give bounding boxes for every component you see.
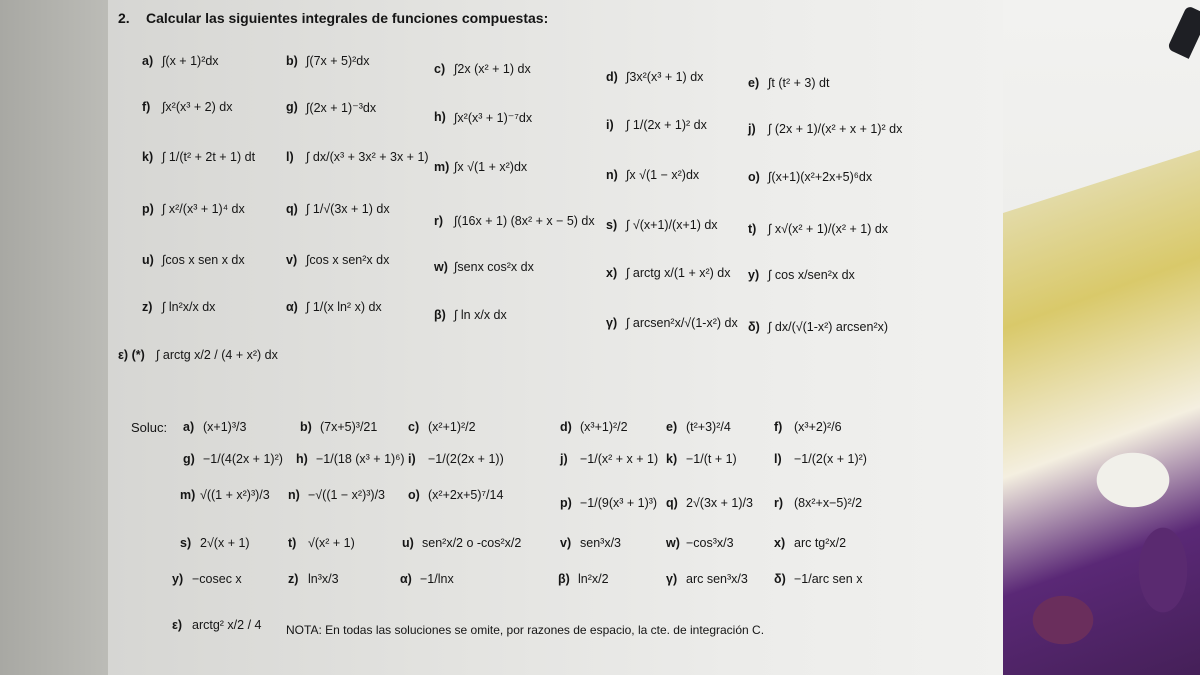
solution-label: o)	[408, 488, 420, 502]
exercise-label: z)	[142, 300, 153, 314]
exercise-label: s)	[606, 218, 618, 232]
exercise-expression: ∫x √(1 − x²)dx	[626, 168, 700, 182]
solution-label: q)	[666, 496, 678, 510]
exercise-label: α)	[286, 300, 298, 314]
exercise-label: w)	[434, 260, 448, 274]
solution-label: v)	[560, 536, 572, 550]
exercise-title: Calcular las siguientes integrales de funciones compuestas:	[146, 10, 549, 26]
exercise-label: g)	[286, 100, 298, 114]
exercise-label: u)	[142, 253, 154, 267]
solution-value: −1/(t + 1)	[686, 452, 737, 466]
solution-value: 2√(3x + 1)/3	[686, 496, 753, 510]
exercise-expression: ∫ dx/(x³ + 3x² + 3x + 1)	[306, 150, 429, 164]
solution-label: l)	[774, 452, 782, 466]
solution-label: e)	[666, 420, 678, 434]
exercise-label: f)	[142, 100, 151, 114]
desk-shadow	[0, 0, 110, 675]
solution-label: γ)	[666, 572, 678, 586]
solution-label: δ)	[774, 572, 786, 586]
exercise-expression: ∫cos x sen x dx	[162, 253, 245, 267]
exercise-label: c)	[434, 62, 446, 76]
solution-value: (x²+1)²/2	[428, 420, 476, 434]
solution-label: z)	[288, 572, 299, 586]
solution-label: c)	[408, 420, 420, 434]
solution-value: −1/(18 (x³ + 1)⁶)	[316, 452, 405, 466]
exercise-expression: ∫ √(x+1)/(x+1) dx	[626, 218, 718, 232]
exercise-expression: ∫ (2x + 1)/(x² + x + 1)² dx	[768, 122, 903, 136]
exercise-expression: ∫3x²(x³ + 1) dx	[626, 70, 704, 84]
solution-label: t)	[288, 536, 297, 550]
solution-label: b)	[300, 420, 312, 434]
solution-label: y)	[172, 572, 184, 586]
exercise-expression: ∫x √(1 + x²)dx	[454, 160, 528, 174]
exercise-label: o)	[748, 170, 760, 184]
exercise-expression: ∫ ln x/x dx	[454, 308, 507, 322]
exercise-expression: ∫ 1/(2x + 1)² dx	[626, 118, 707, 132]
exercise-expression: ∫x²(x³ + 2) dx	[162, 100, 233, 114]
exercise-label: p)	[142, 202, 154, 216]
exercise-label: β)	[434, 308, 446, 322]
solutions-prefix: Soluc:	[131, 420, 168, 435]
solution-label: j)	[560, 452, 568, 466]
solution-label: ε)	[172, 618, 183, 632]
exercise-label: a)	[142, 54, 154, 68]
exercise-expression: ∫ arctg x/(1 + x²) dx	[626, 266, 731, 280]
solution-label: a)	[183, 420, 195, 434]
exercise-number: 2.	[118, 10, 130, 26]
exercise-expression: ∫ 1/(t² + 2t + 1) dt	[162, 150, 256, 164]
solution-label: i)	[408, 452, 416, 466]
exercise-expression: ∫ arctg x/2 / (4 + x²) dx	[156, 348, 278, 362]
exercise-label: l)	[286, 150, 294, 164]
solution-value: −1/lnx	[420, 572, 454, 586]
solution-value: (x+1)³/3	[203, 420, 247, 434]
exercise-expression: ∫ cos x/sen²x dx	[768, 268, 855, 282]
exercise-expression: ∫ x²/(x³ + 1)⁴ dx	[162, 202, 245, 216]
solution-value: 2√(x + 1)	[200, 536, 250, 550]
solution-value: (x³+1)²/2	[580, 420, 628, 434]
exercise-label: q)	[286, 202, 298, 216]
solution-value: −1/(2(x + 1)²)	[794, 452, 867, 466]
solution-value: −1/(2(2x + 1))	[428, 452, 504, 466]
solution-value: −cosec x	[192, 572, 242, 586]
solution-label: s)	[180, 536, 192, 550]
solution-value: ln²x/2	[578, 572, 609, 586]
solution-label: u)	[402, 536, 414, 550]
solution-label: x)	[774, 536, 786, 550]
solution-value: arctg² x/2 / 4	[192, 618, 262, 632]
exercise-label: j)	[748, 122, 756, 136]
exercise-label: i)	[606, 118, 614, 132]
exercise-expression: ∫ ln²x/x dx	[162, 300, 216, 314]
solution-value: arc sen³x/3	[686, 572, 748, 586]
solution-value: −cos³x/3	[686, 536, 734, 550]
solution-value: arc tg²x/2	[794, 536, 847, 550]
exercise-expression: ∫2x (x² + 1) dx	[454, 62, 531, 76]
solution-value: −1/(9(x³ + 1)³)	[580, 496, 658, 510]
worksheet-page	[108, 0, 1003, 675]
exercise-expression: ∫ dx/(√(1-x²) arcsen²x)	[768, 320, 889, 334]
solution-value: ln³x/3	[308, 572, 339, 586]
exercise-expression: ∫senx cos²x dx	[454, 260, 534, 274]
solution-label: d)	[560, 420, 572, 434]
solution-value: −√((1 − x²)³)/3	[308, 488, 386, 502]
exercise-label: y)	[748, 268, 760, 282]
solutions-note: NOTA: En todas las soluciones se omite, por razones de espacio, la cte. de integración C.	[286, 623, 765, 637]
solution-value: (x²+2x+5)⁷/14	[428, 488, 504, 502]
exercise-label: v)	[286, 253, 298, 267]
solution-value: (8x²+x−5)²/2	[794, 496, 863, 510]
exercise-expression: ∫cos x sen²x dx	[306, 253, 390, 267]
solution-value: √(x² + 1)	[308, 536, 355, 550]
solution-value: (x³+2)²/6	[794, 420, 842, 434]
solution-value: −1/(x² + x + 1)	[580, 452, 659, 466]
solution-label: n)	[288, 488, 300, 502]
exercise-label: d)	[606, 70, 618, 84]
solution-label: w)	[666, 536, 680, 550]
solution-label: g)	[183, 452, 195, 466]
solution-label: k)	[666, 452, 678, 466]
solution-label: f)	[774, 420, 783, 434]
exercise-expression: ∫ x√(x² + 1)/(x² + 1) dx	[768, 222, 889, 236]
exercise-label: ε) (*)	[118, 348, 145, 362]
solution-label: p)	[560, 496, 572, 510]
exercise-expression: ∫(7x + 5)²dx	[306, 54, 370, 68]
exercise-label: δ)	[748, 320, 760, 334]
exercise-label: γ)	[606, 316, 618, 330]
exercise-expression: ∫ 1/(x ln² x) dx	[306, 300, 382, 314]
solution-value: (t²+3)²/4	[686, 420, 731, 434]
solution-label: β)	[558, 572, 570, 586]
exercise-label: x)	[606, 266, 618, 280]
exercise-label: n)	[606, 168, 618, 182]
solution-value: (7x+5)³/21	[320, 420, 378, 434]
exercise-expression: ∫ arcsen²x/√(1-x²) dx	[626, 316, 738, 330]
solution-value: √((1 + x²)³)/3	[200, 488, 270, 502]
solution-label: r)	[774, 496, 784, 510]
solution-label: h)	[296, 452, 308, 466]
exercise-label: r)	[434, 214, 444, 228]
solution-label: m)	[180, 488, 196, 502]
exercise-expression: ∫(2x + 1)⁻³dx	[306, 101, 377, 115]
exercise-expression: ∫(x+1)(x²+2x+5)⁶dx	[768, 170, 873, 184]
solution-value: −1/(4(2x + 1)²)	[203, 452, 283, 466]
exercise-label: h)	[434, 110, 446, 124]
solution-value: −1/arc sen x	[794, 572, 863, 586]
exercise-expression: ∫ 1/√(3x + 1) dx	[306, 202, 390, 216]
exercise-label: k)	[142, 150, 154, 164]
exercise-expression: ∫(16x + 1) (8x² + x − 5) dx	[454, 214, 595, 228]
exercise-expression: ∫x²(x³ + 1)⁻⁷dx	[454, 111, 533, 125]
exercise-label: t)	[748, 222, 757, 236]
solution-label: α)	[400, 572, 412, 586]
exercise-label: b)	[286, 54, 298, 68]
fabric-background	[1003, 150, 1200, 675]
solution-value: sen²x/2 o -cos²x/2	[422, 536, 522, 550]
exercise-expression: ∫t (t² + 3) dt	[768, 76, 830, 90]
exercise-expression: ∫(x + 1)²dx	[162, 54, 219, 68]
exercise-label: m)	[434, 160, 450, 174]
solution-value: sen³x/3	[580, 536, 621, 550]
exercise-label: e)	[748, 76, 760, 90]
